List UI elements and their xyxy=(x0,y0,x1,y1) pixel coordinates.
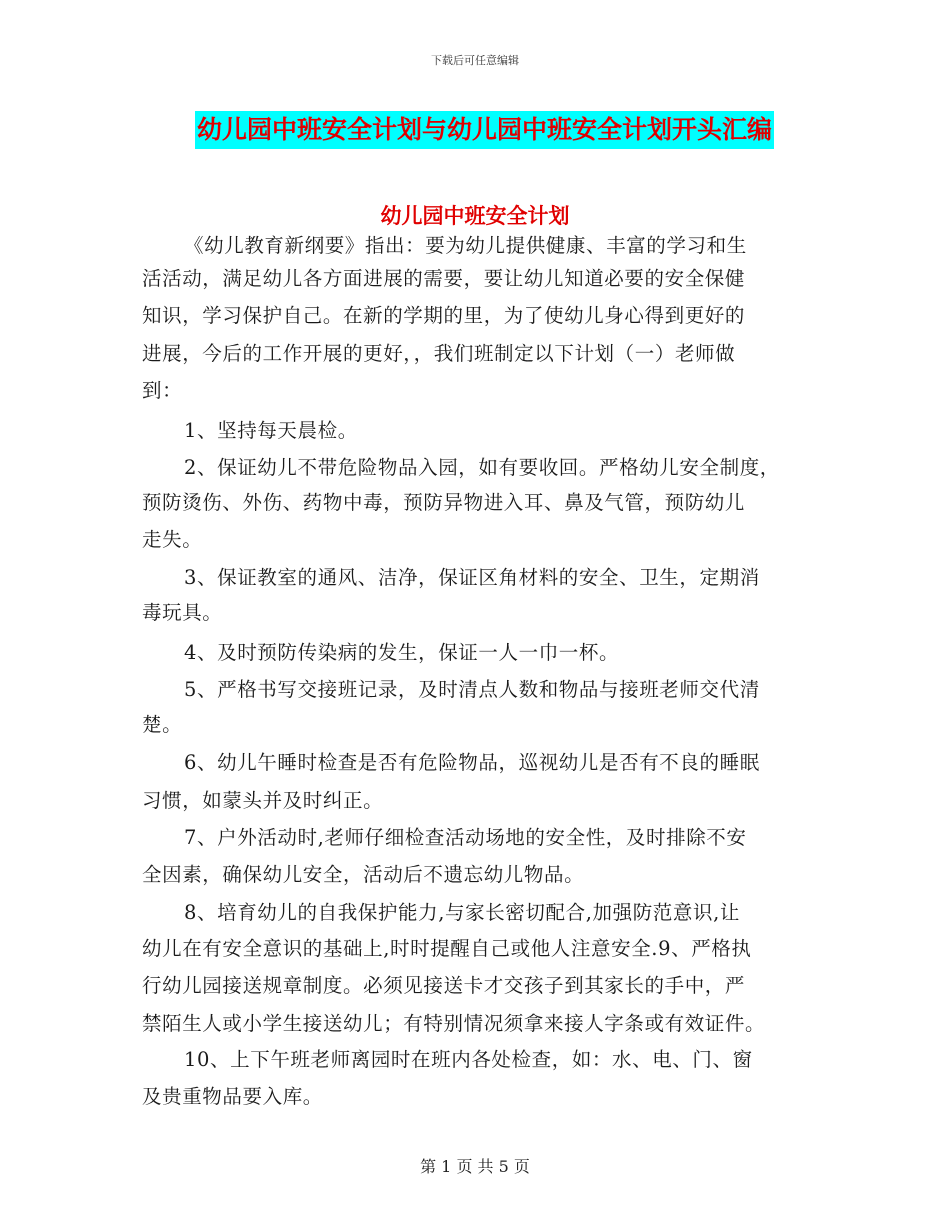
body-line: 1、坚持每天晨检。 xyxy=(184,419,358,442)
body-line: 习惯，如蒙头并及时纠正。 xyxy=(142,789,384,812)
body-line: 3、保证教室的通风、洁净，保证区角材料的安全、卫生，定期消 xyxy=(184,566,760,589)
body-line: 活活动，满足幼儿各方面进展的需要，要让幼儿知道必要的安全保健 xyxy=(142,267,746,290)
body-line: 6、幼儿午睡时检查是否有危险物品，巡视幼儿是否有不良的睡眠 xyxy=(184,751,760,774)
body-line: 毒玩具。 xyxy=(142,601,223,624)
body-line: 2、保证幼儿不带危险物品入园，如有要收回。严格幼儿安全制度， xyxy=(184,456,780,479)
body-line: 8、培育幼儿的自我保护能力,与家长密切配合,加强防范意识,让 xyxy=(184,901,741,924)
body-line: 5、严格书写交接班记录，及时清点人数和物品与接班老师交代清 xyxy=(184,678,760,701)
body-line: 预防烫伤、外伤、药物中毒，预防异物进入耳、鼻及气管，预防幼儿 xyxy=(142,491,746,514)
body-line: 进展，今后的工作开展的更好，，我们班制定以下计划（一）老师做 xyxy=(142,342,736,365)
section-title: 幼儿园中班安全计划 xyxy=(380,204,570,228)
body-line: 楚。 xyxy=(142,713,183,736)
body-line: 到： xyxy=(142,379,183,402)
body-line: 4、及时预防传染病的发生，保证一人一巾一杯。 xyxy=(184,641,620,664)
page-footer: 第 1 页 共 5 页 xyxy=(420,1157,530,1176)
body-line: 行幼儿园接送规章制度。必须见接送卡才交孩子到其家长的手中，严 xyxy=(142,974,746,997)
body-line: 全因素，确保幼儿安全，活动后不遗忘幼儿物品。 xyxy=(142,863,585,886)
body-line: 及贵重物品要入库。 xyxy=(142,1085,323,1108)
body-line: 禁陌生人或小学生接送幼儿；有特别情况须拿来接人字条或有效证件。 xyxy=(142,1012,766,1035)
document-title: 幼儿园中班安全计划与幼儿园中班安全计划开头汇编 xyxy=(195,111,774,149)
body-line: 《幼儿教育新纲要》指出：要为幼儿提供健康、丰富的学习和生 xyxy=(184,234,747,257)
body-line: 走失。 xyxy=(142,528,203,551)
page-header: 下载后可任意编辑 xyxy=(431,54,519,67)
body-line: 7、户外活动时,老师仔细检查活动场地的安全性，及时排除不安 xyxy=(184,826,747,849)
body-line: 10、上下午班老师离园时在班内各处检查，如：水、电、门、窗 xyxy=(184,1048,753,1071)
body-line: 幼儿在有安全意识的基础上,时时提醒自己或他人注意安全.9、严格执 xyxy=(142,937,752,960)
body-line: 知识，学习保护自己。在新的学期的里，为了使幼儿身心得到更好的 xyxy=(142,304,746,327)
